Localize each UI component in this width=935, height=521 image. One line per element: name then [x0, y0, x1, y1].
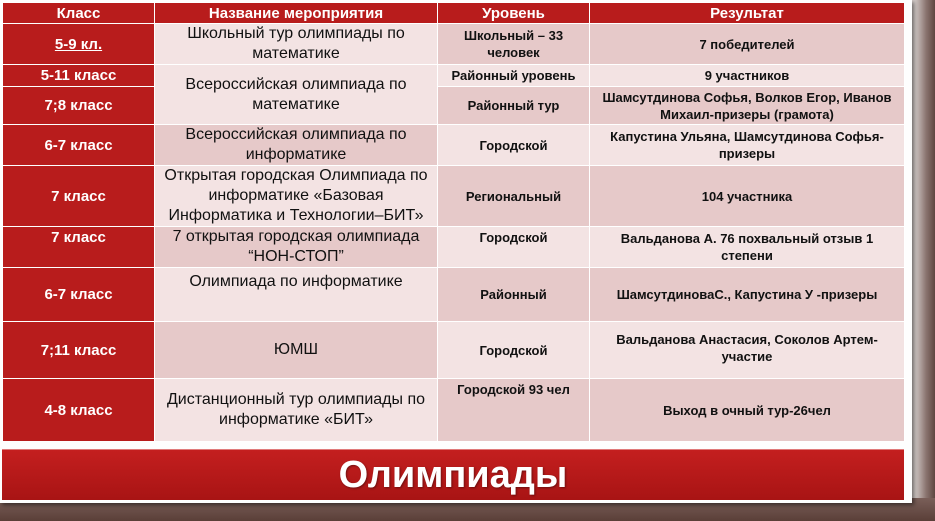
cell-result: Вальданова Анастасия, Соколов Артем-участие	[590, 322, 905, 379]
cell-result: Вальданова А. 76 похвальный отзыв 1 степени	[590, 227, 905, 268]
cell-class: 4-8 класс	[3, 379, 155, 442]
cell-class: 5-9 кл.	[3, 24, 155, 65]
table-row	[3, 125, 905, 166]
cell-level: Региональный	[438, 166, 590, 227]
cell-level: Городской	[438, 125, 590, 166]
cell-class: 7 класс	[3, 166, 155, 227]
cell-event: ЮМШ	[155, 322, 438, 379]
table-row	[3, 227, 905, 268]
cell-class: 6-7 класс	[3, 125, 155, 166]
header-class: Класс	[3, 3, 155, 24]
page-title: Олимпиады	[338, 454, 568, 496]
header-level: Уровень	[438, 3, 590, 24]
cell-level: Городской 93 чел	[438, 379, 590, 442]
title-bar	[2, 449, 904, 500]
cell-result: Выход в очный тур-26чел	[590, 379, 905, 442]
cell-event: Открытая городская Олимпиада по информатике «Базовая Информатика и Технологии–БИТ»	[155, 166, 438, 227]
cell-class: 7;11 класс	[3, 322, 155, 379]
cell-event: Дистанционный тур олимпиады по информатике «БИТ»	[155, 379, 438, 442]
cell-result: 104 участника	[590, 166, 905, 227]
cell-class: 6-7 класс	[3, 268, 155, 322]
cell-event: Всероссийская олимпиада по информатике	[155, 125, 438, 166]
cell-class: 7 класс	[3, 227, 155, 268]
table-row	[3, 24, 905, 65]
cell-result: Шамсутдинова Софья, Волков Егор, Иванов Михаил-призеры (грамота)	[590, 87, 905, 125]
table-row	[3, 65, 905, 87]
cell-event: Школьный тур олимпиады по математике	[155, 24, 438, 65]
olympiads-table	[2, 2, 905, 442]
cell-result: 7 победителей	[590, 24, 905, 65]
header-event: Название мероприятия	[155, 3, 438, 24]
cell-level: Городской	[438, 227, 590, 268]
cell-class: 5-11 класс	[3, 65, 155, 87]
table-row	[3, 268, 905, 322]
cell-level: Районный тур	[438, 87, 590, 125]
cell-result: 9 участников	[590, 65, 905, 87]
cell-result: Капустина Ульяна, Шамсутдинова Софья-призеры	[590, 125, 905, 166]
cell-level: Районный	[438, 268, 590, 322]
cell-level: Городской	[438, 322, 590, 379]
table-row	[3, 322, 905, 379]
cell-level: Школьный – 33 человек	[438, 24, 590, 65]
table-row	[3, 166, 905, 227]
table-row	[3, 379, 905, 442]
header-result: Результат	[590, 3, 905, 24]
cell-event: 7 открытая городская олимпиада “НОН-СТОП”	[155, 227, 438, 268]
cell-level: Районный уровень	[438, 65, 590, 87]
cell-event: Олимпиада по информатике	[155, 268, 438, 322]
cell-event: Всероссийская олимпиада по математике	[155, 65, 438, 125]
cell-class: 7;8 класс	[3, 87, 155, 125]
table-header-row	[3, 3, 905, 24]
table-row	[3, 87, 905, 125]
cell-result: ШамсутдиноваС., Капустина У -призеры	[590, 268, 905, 322]
